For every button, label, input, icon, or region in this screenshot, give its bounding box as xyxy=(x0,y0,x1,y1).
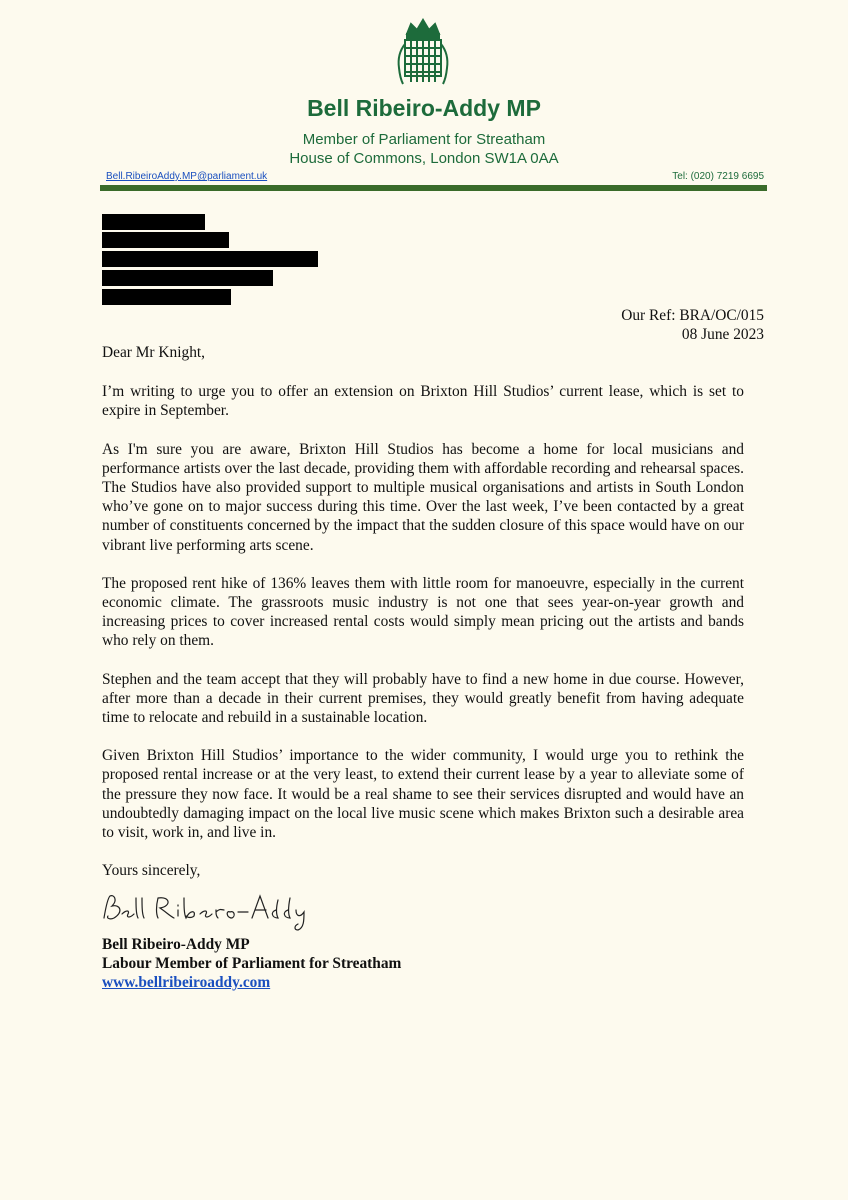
redacted-address-line xyxy=(102,289,231,305)
reference-block xyxy=(621,306,764,344)
website-link[interactable]: www.bellribeiroaddy.com xyxy=(102,974,271,992)
letter-body xyxy=(102,343,744,899)
portcullis-crest-icon xyxy=(393,18,453,88)
header-divider xyxy=(100,185,767,191)
signature-block xyxy=(102,935,401,993)
redacted-address-line xyxy=(102,251,318,267)
salutation: Dear Mr Knight, xyxy=(102,344,206,361)
body-paragraph: Stephen and the team accept that they will probably have to find a new home in due course. However, after more than a decade in their current premises, they would greatly benefit from having adequate time to relocate and rebuild in a sustainable location. xyxy=(102,670,744,727)
body-paragraph: Given Brixton Hill Studios’ importance to the wider community, I would urge you to rethink the proposed rental increase or at the very least, to extend their current lease by a year to alleviate some of the pressure they now face. It would be a real shame to see their services disrupted and would have an undoubtedly damaging impact on the local live music scene which makes Brixton such a desirable area to visit, work in, and live in. xyxy=(102,747,744,842)
signatory-name: Bell Ribeiro-Addy MP xyxy=(102,936,250,953)
our-reference: Our Ref: BRA/OC/015 xyxy=(621,307,764,324)
handwritten-signature xyxy=(100,888,310,933)
body-paragraph: As I'm sure you are aware, Brixton Hill Studios has become a home for local musicians and performance artists over the last decade, providing them with affordable recording and rehearsal spaces. The Studios have also provided support to multiple musical organisations and artists in South London who’ve gone on to major success during this time. Over the last week, I’ve been contacted by a great number of constituents concerned by the impact that the sudden closure of this space would have on our vibrant live performing arts scene. xyxy=(102,440,744,554)
redacted-address-line xyxy=(102,270,273,286)
letter-date: 08 June 2023 xyxy=(681,326,764,344)
signatory-title: Labour Member of Parliament for Streatham xyxy=(102,955,402,973)
closing: Yours sincerely, xyxy=(102,862,201,880)
redacted-address-line xyxy=(102,214,205,230)
constituency-line: Member of Parliament for Streatham xyxy=(302,131,546,148)
address-line: House of Commons, London SW1A 0AA xyxy=(289,150,559,167)
redacted-address-line xyxy=(102,232,229,248)
telephone-number: Tel: (020) 7219 6695 xyxy=(672,171,764,182)
body-paragraph: I’m writing to urge you to offer an extension on Brixton Hill Studios’ current lease, which is set to expire in September. xyxy=(102,383,744,420)
body-paragraph: The proposed rent hike of 136% leaves them with little room for manoeuvre, especially in the current economic climate. The grassroots music industry is not one that sees year-on-year growth and increasing prices to cover increased rental costs would simply mean pricing out the artists and bands who rely on them. xyxy=(102,574,744,650)
email-link[interactable]: Bell.RibeiroAddy.MP@parliament.uk xyxy=(106,171,268,182)
mp-name-heading: Bell Ribeiro-Addy MP xyxy=(307,95,541,121)
